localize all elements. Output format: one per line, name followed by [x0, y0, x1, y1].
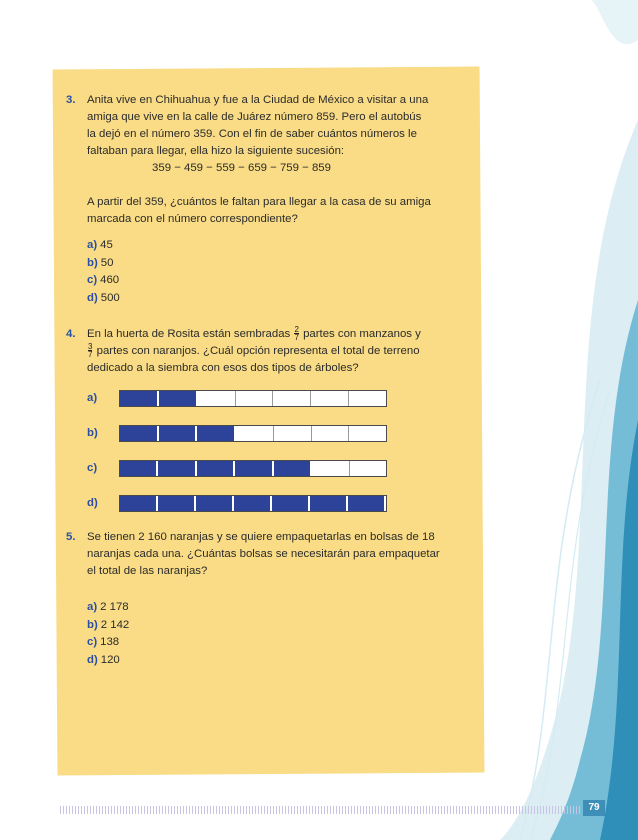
question-text-line: Anita vive en Chihuahua y fue a la Ciudad de México a visitar a una [87, 94, 429, 106]
option-value: 2 178 [100, 601, 129, 613]
bar-cell-empty [236, 426, 274, 441]
question-text: En la huerta de Rosita están sembradas [87, 328, 291, 340]
option-value: 2 142 [100, 618, 130, 631]
bar-cell-filled [158, 461, 196, 476]
question-text-line: dedicado a la siembra con esos dos tipos de árboles? [87, 362, 359, 374]
bar-cell-filled [348, 496, 386, 511]
bar-cell-filled [159, 391, 198, 406]
fraction-bar [119, 390, 387, 407]
option-label: a) [87, 601, 98, 613]
option-label: d) [87, 653, 98, 666]
option-d[interactable] [87, 290, 466, 308]
question-text-line: la dejó en el número 359. Con el fin de saber cuántos números le [87, 128, 417, 140]
option-value: 460 [100, 274, 120, 286]
content [66, 92, 466, 669]
option-a[interactable] [87, 389, 466, 407]
option-value: 500 [100, 291, 120, 304]
bar-cell-filled [120, 461, 158, 476]
bar-cell-empty [198, 391, 236, 406]
option-b[interactable] [87, 255, 466, 273]
bar-cell-empty [350, 461, 386, 476]
question-text: partes con manzanos y [303, 328, 421, 340]
fraction-bar [119, 460, 387, 477]
bar-cell-filled [158, 496, 196, 511]
option-a[interactable] [87, 599, 466, 617]
option-c[interactable] [87, 272, 466, 290]
option-value: 138 [100, 636, 120, 648]
bar-cell-filled [197, 461, 235, 476]
bar-cell-filled [159, 426, 198, 441]
question-number: 4. [66, 328, 76, 340]
bar-cell-empty [274, 426, 312, 441]
bar-cell-filled [120, 496, 158, 511]
option-label: d) [87, 291, 98, 304]
question-4 [66, 326, 466, 512]
fraction [88, 343, 92, 358]
option-d[interactable] [87, 494, 466, 512]
bar-cell-empty [311, 391, 349, 406]
question-text-line: naranjas cada una. ¿Cuántas bolsas se necesitarán para empaquetar [87, 548, 440, 560]
fraction-denominator: 7 [88, 350, 93, 360]
question-text-line: faltaban para llegar, ella hizo la siguiente sucesión: [87, 145, 345, 157]
options-list [87, 599, 466, 669]
options-list [87, 237, 466, 307]
question-text-line: marcada con el número correspondiente? [87, 213, 298, 225]
question-number: 5. [66, 531, 76, 543]
bar-cell-filled [235, 461, 273, 476]
bar-cell-filled [234, 496, 272, 511]
option-label: c) [87, 461, 98, 474]
question-number: 3. [66, 94, 76, 106]
question-text-line: Se tienen 2 160 naranjas y se quiere empaquetarlas en bolsas de 18 [87, 531, 435, 543]
option-label: c) [87, 636, 98, 648]
option-value: 45 [100, 239, 113, 251]
fraction-bar-options [87, 389, 466, 512]
option-b[interactable] [87, 617, 466, 635]
question-text-line: A partir del 359, ¿cuántos le faltan para llegar a la casa de su amiga [87, 196, 431, 208]
option-c[interactable] [87, 634, 466, 652]
question-text-line: amiga que vive en la calle de Juárez número 859. Pero el autobús [87, 111, 422, 123]
question-text-line [87, 343, 466, 360]
fraction-numerator: 3 [88, 342, 93, 352]
fraction [294, 326, 298, 341]
question-3 [66, 92, 466, 307]
option-label: a) [87, 239, 98, 251]
bar-cell-filled [274, 461, 312, 476]
fraction-denominator: 7 [294, 333, 299, 343]
question-5 [66, 529, 466, 669]
bar-cell-filled [120, 391, 159, 406]
fraction-bar [119, 495, 387, 512]
page-number: 79 [583, 800, 605, 816]
fraction-bar [119, 425, 387, 442]
bar-cell-empty [273, 391, 311, 406]
bar-cell-empty [349, 391, 386, 406]
option-label: b) [87, 256, 98, 269]
question-text-line: el total de las naranjas? [87, 565, 208, 577]
fraction-numerator: 2 [294, 325, 299, 335]
option-value: 50 [100, 256, 114, 269]
bar-cell-filled [310, 496, 348, 511]
option-a[interactable] [87, 237, 466, 255]
bar-cell-filled [120, 426, 159, 441]
bar-cell-filled [272, 496, 310, 511]
option-label: a) [87, 391, 98, 404]
bar-cell-empty [312, 461, 349, 476]
option-label: b) [87, 618, 98, 631]
option-b[interactable] [87, 424, 466, 442]
bar-cell-filled [196, 496, 234, 511]
question-text: partes con naranjos. ¿Cuál opción representa el total de terreno [96, 345, 420, 357]
option-label: c) [87, 274, 98, 286]
bar-cell-empty [349, 426, 386, 441]
option-label: b) [87, 426, 98, 439]
sequence: 359 − 459 − 559 − 659 − 759 − 859 [152, 162, 331, 174]
option-d[interactable] [87, 652, 466, 670]
option-label: d) [87, 496, 98, 509]
bar-cell-empty [312, 426, 350, 441]
bar-cell-empty [236, 391, 274, 406]
option-value: 120 [100, 653, 120, 666]
bar-cell-filled [197, 426, 236, 441]
option-c[interactable] [87, 459, 466, 477]
question-text-line [87, 326, 466, 343]
